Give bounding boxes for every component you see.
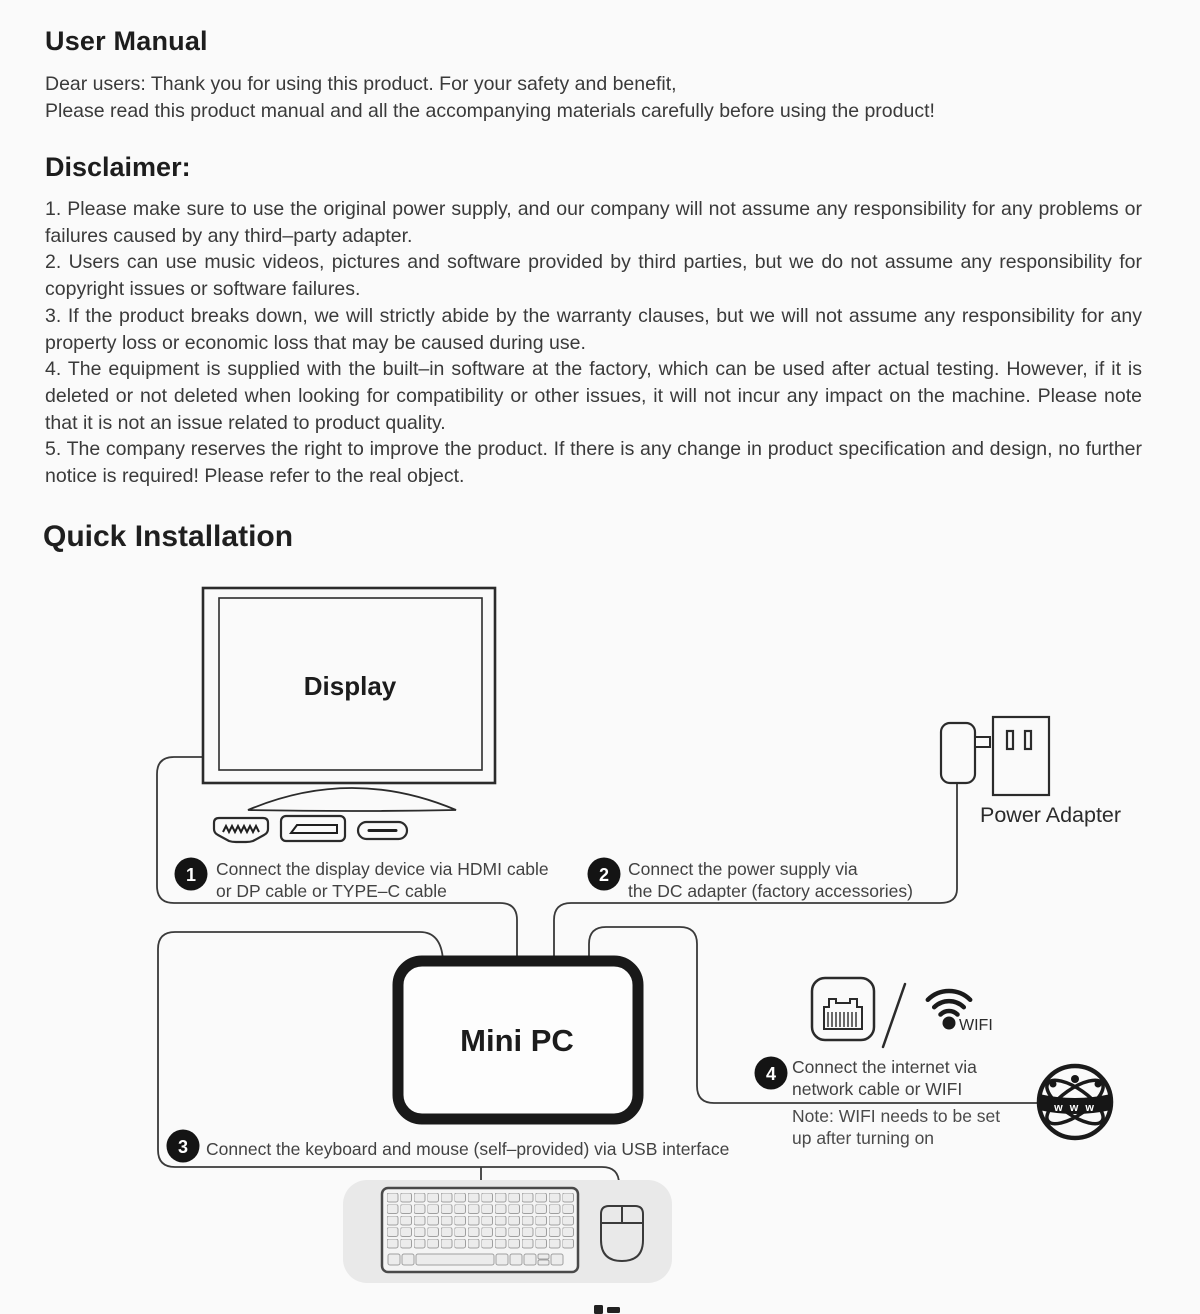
step-1 <box>175 858 549 902</box>
step-2-text-line-1: Connect the power supply via <box>628 859 858 879</box>
mini-pc-label: Mini PC <box>460 1023 574 1058</box>
keyboard-icon <box>382 1188 578 1272</box>
power-plug-icon <box>941 723 975 783</box>
disclaimer-list <box>45 196 1142 490</box>
wifi-label: WIFI <box>959 1017 993 1034</box>
or-slash <box>883 984 905 1047</box>
plug-prong <box>975 737 990 747</box>
intro-paragraph <box>45 71 1145 125</box>
svg-text:4: 4 <box>765 1064 777 1084</box>
page-title: User Manual <box>45 26 208 56</box>
intro-line-2: Please read this product manual and all the accompanying materials carefully before using the product! <box>45 100 935 122</box>
disclaimer-item-3: 3. If the product breaks down, we will strictly abide by the warranty clauses, but we will not assume any responsibility for any property loss or economic loss that may be caused during use. <box>45 304 1142 354</box>
step-3 <box>167 1130 730 1163</box>
keyboard-mouse-group <box>343 1180 672 1283</box>
svg-text:2: 2 <box>598 865 610 885</box>
disclaimer-item-1: 1. Please make sure to use the original power supply, and our company will not assume any responsibility for any problems or failures caused by any third–party adapter. <box>45 198 1142 247</box>
svg-text:1: 1 <box>185 865 197 885</box>
step-3-text-line-1: Connect the keyboard and mouse (self–provided) via USB interface <box>206 1139 730 1159</box>
wifi-note-line-2: up after turning on <box>792 1128 935 1148</box>
step-4-text-line-1: Connect the internet via <box>792 1057 977 1077</box>
monitor-stand <box>248 788 456 811</box>
wifi-icon <box>928 991 993 1034</box>
step-1-text-line-2: or DP cable or TYPE–C cable <box>216 881 447 901</box>
power-adapter-label: Power Adapter <box>980 803 1122 827</box>
wifi-note-line-1: Note: WIFI needs to be set <box>792 1106 1001 1126</box>
quick-installation-heading: Quick Installation <box>43 520 294 553</box>
www-globe-icon <box>1039 1066 1111 1138</box>
intro-line-1: Dear users: Thank you for using this product. For your safety and benefit, <box>45 73 677 95</box>
globe-www-label: w w w <box>1054 1102 1096 1114</box>
disclaimer-item-5: 5. The company reserves the right to improve the product. If there is any change in product specification and design, no further notice is required! Please refer to the real object. <box>45 438 1142 488</box>
usb-c-port-icon <box>358 822 407 839</box>
display-monitor <box>203 588 495 811</box>
ethernet-port-icon <box>812 978 874 1040</box>
svg-text:3: 3 <box>177 1137 189 1157</box>
step-4-text-line-2: network cable or WIFI <box>792 1079 963 1099</box>
hdmi-port-icon <box>214 818 268 842</box>
disclaimer-item-4: 4. The equipment is supplied with the built–in software at the factory, which can be used after actual testing. However, if it is deleted or not deleted when looking for compatibility or other issues, it will not incur any impact on the machine. Please note that it is not an issue related to product quality. <box>45 358 1142 434</box>
mini-pc <box>398 961 638 1119</box>
wifi-note <box>792 1106 1000 1148</box>
disclaimer-heading: Disclaimer: <box>45 152 191 182</box>
cut-off-text-fragment <box>594 1305 620 1314</box>
step-1-text-line-1: Connect the display device via HDMI cable <box>216 859 549 879</box>
step-2-text-line-2: the DC adapter (factory accessories) <box>628 881 913 901</box>
power-adapter <box>941 717 1121 827</box>
installation-diagram <box>0 560 1200 1314</box>
mouse-icon <box>601 1206 643 1261</box>
displayport-icon <box>281 816 345 841</box>
wall-outlet-icon <box>993 717 1049 795</box>
display-label: Display <box>303 671 397 701</box>
step-4 <box>755 1057 978 1100</box>
step-2 <box>588 858 913 902</box>
disclaimer-item-2: 2. Users can use music videos, pictures and software provided by third parties, but we do not assume any responsibility for copyright issues or software failures. <box>45 251 1142 301</box>
